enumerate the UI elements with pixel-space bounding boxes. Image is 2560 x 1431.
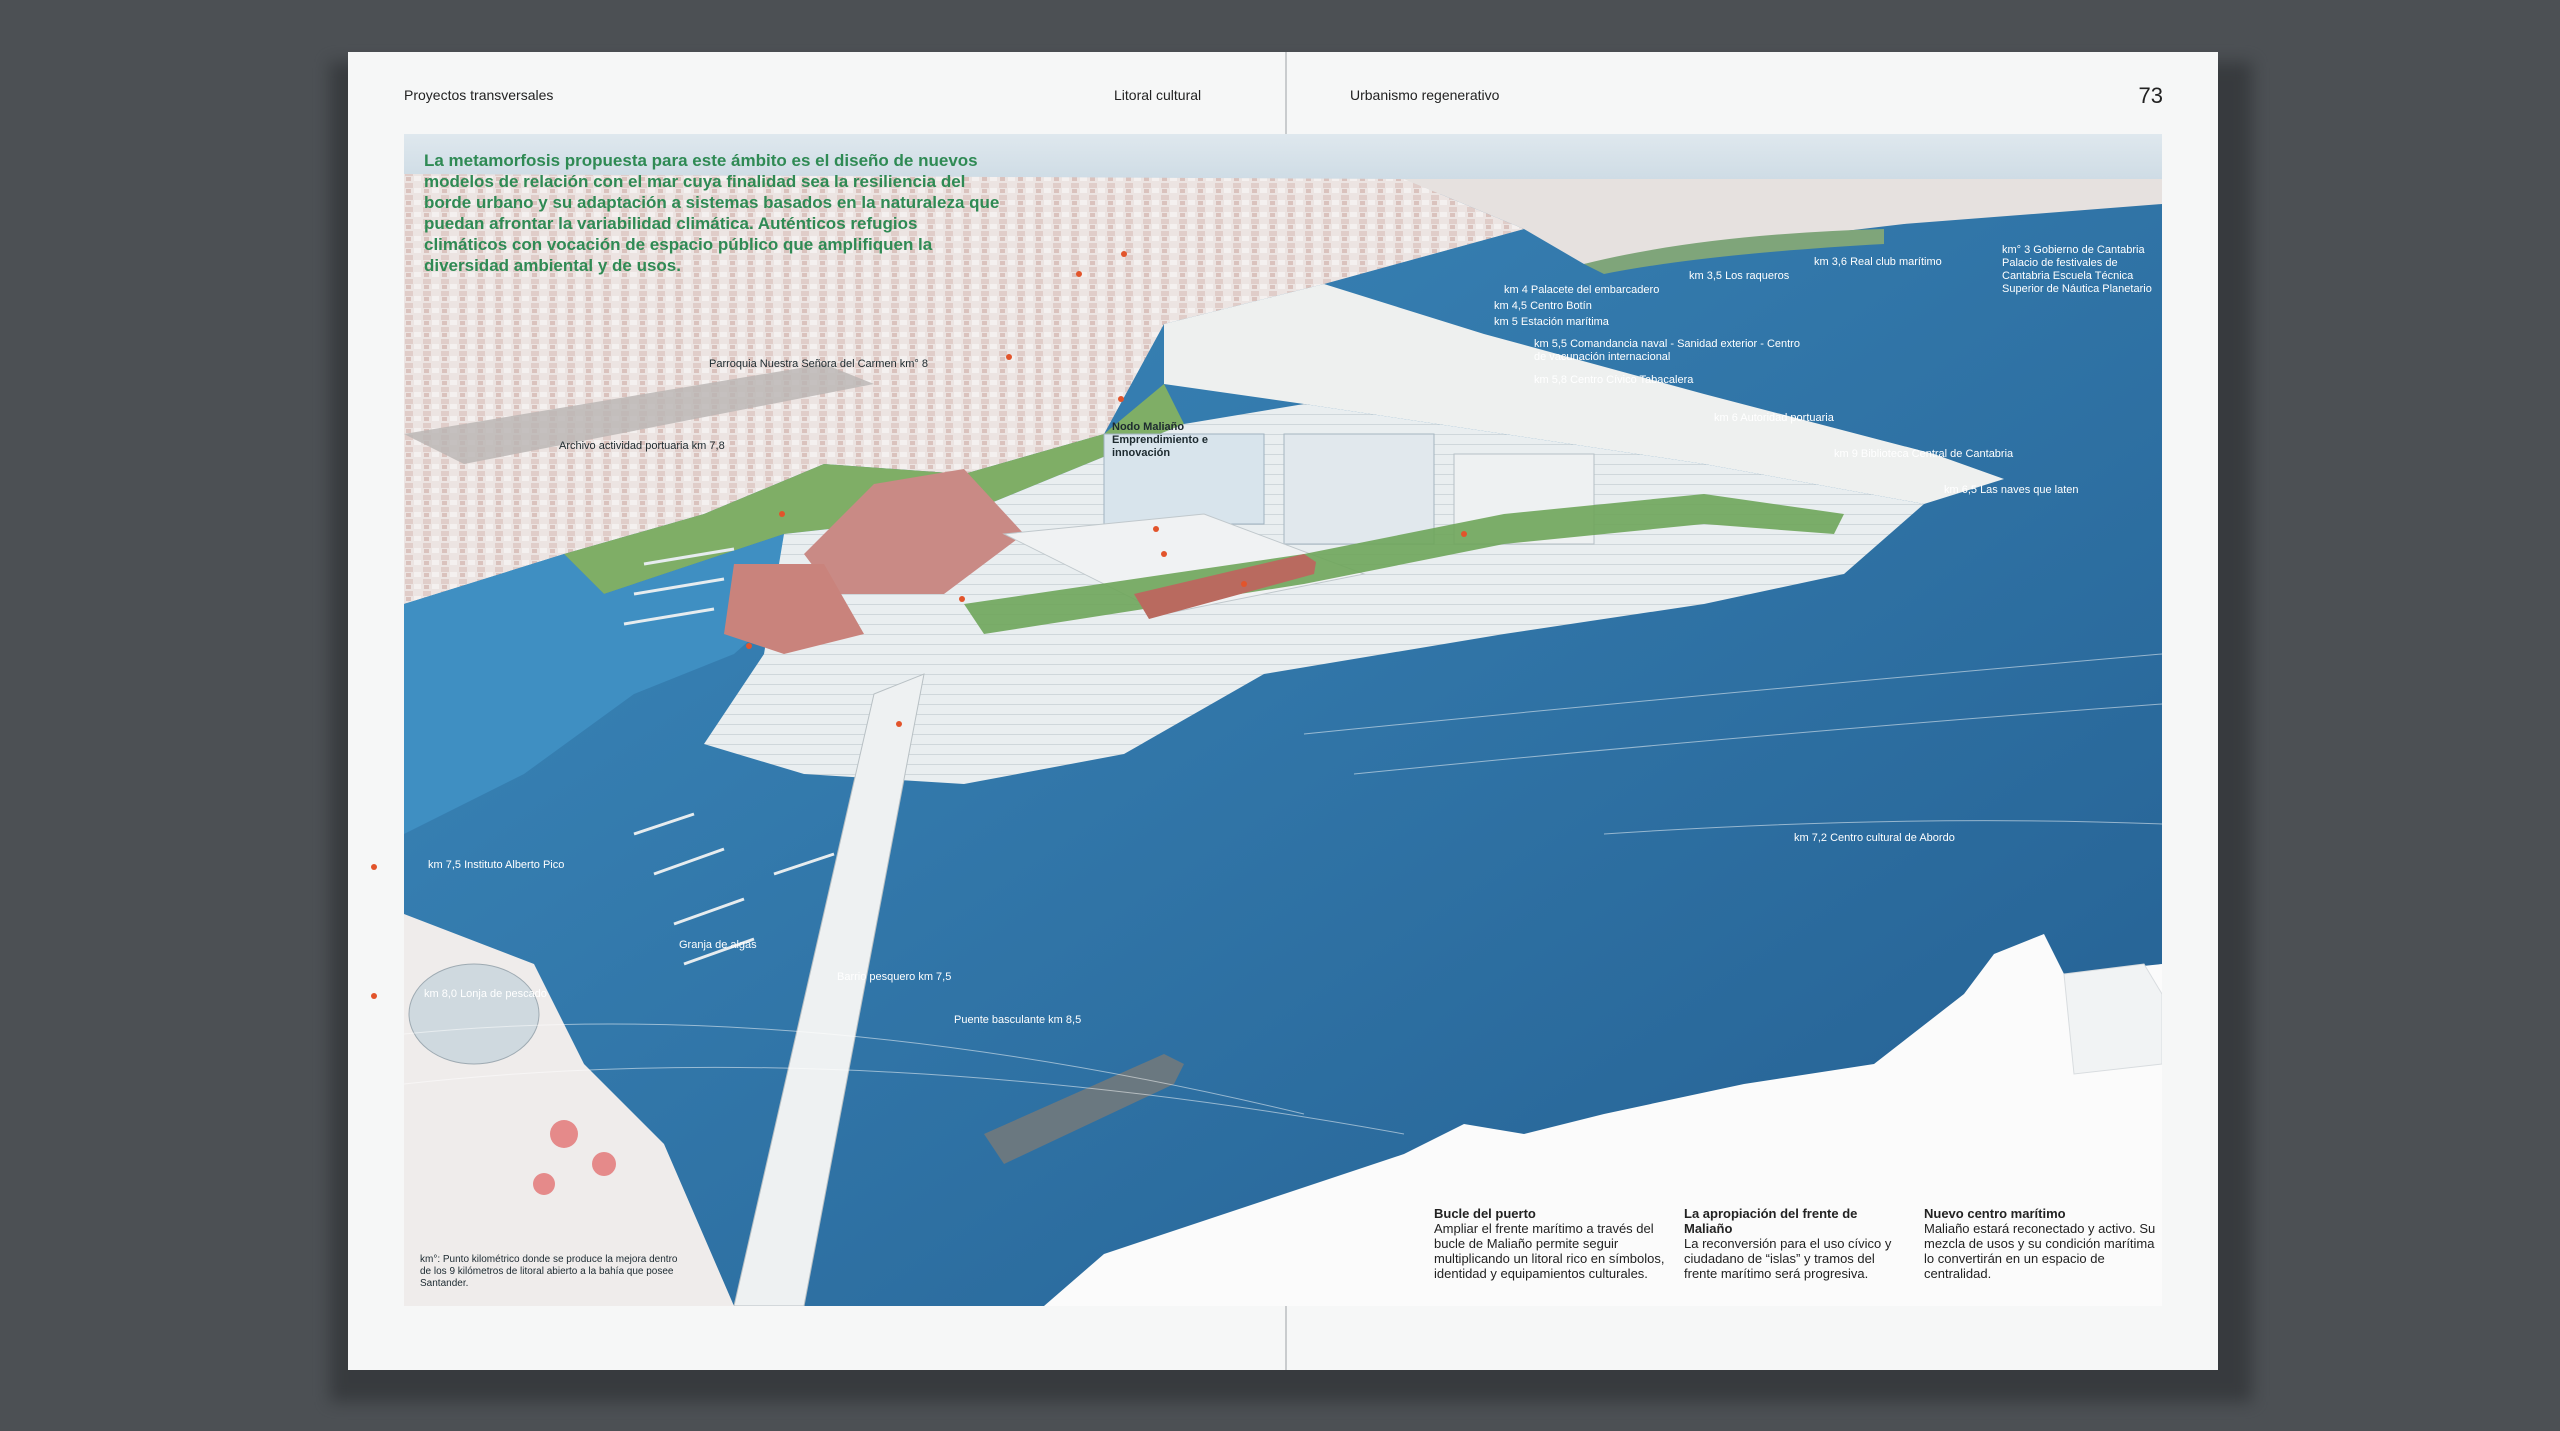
footnote: km°: Punto kilométrico donde se produce la mejora dentro de los 9 kilómetros de litoral abierto a la bahía que posee Santander.: [420, 1254, 678, 1289]
callout-title: Bucle del puerto: [1434, 1206, 1536, 1221]
grain-silos: [1284, 434, 1434, 544]
label-raqueros: km 3,5 Los raqueros: [1689, 270, 1790, 282]
aerial-illustration-drawing: [404, 134, 2162, 1306]
callout-body: La reconversión para el uso cívico y ciudadano de “islas” y tramos del frente marítimo será progresiva.: [1684, 1236, 1892, 1281]
label-archivo: Archivo actividad portuaria km 7,8: [559, 440, 725, 452]
label-palacete: km 4 Palacete del embarcadero: [1504, 284, 1660, 296]
umbrella: [550, 1120, 578, 1148]
section-header-left: Proyectos transversales: [404, 87, 554, 103]
callout-apropiacion: [1684, 1206, 1904, 1281]
section-header-center: Litoral cultural: [1114, 87, 1202, 103]
margin-marker: [371, 864, 377, 870]
umbrella: [533, 1173, 555, 1195]
callout-title: Nuevo centro marítimo: [1924, 1206, 2066, 1221]
label-lonja: km 8,0 Lonja de pescado: [424, 988, 547, 1000]
margin-marker: [371, 993, 377, 999]
label-biblioteca: km 9 Biblioteca Central de Cantabria: [1834, 448, 2014, 460]
intro-paragraph: La metamorfosis propuesta para este ámbito es el diseño de nuevos modelos de relación con el mar cuya finalidad sea la resiliencia del borde urbano y su adaptación a sistemas basados en la naturaleza que puedan afrontar la variabilidad climática. Auténticos refugios climáticos con vocación de espacio público que amplifiquen la diversidad ambiental y de usos.: [424, 151, 1000, 275]
label-comandancia: km 5,5 Comandancia naval - Sanidad exterior - Centro de vacunación internacional: [1534, 338, 1800, 363]
callout-nuevo-centro: [1924, 1206, 2156, 1281]
label-abordo: km 7,2 Centro cultural de Abordo: [1794, 832, 1955, 844]
label-granja: Granja de algas: [679, 939, 757, 951]
label-instituto: km 7,5 Instituto Alberto Pico: [428, 859, 565, 871]
label-puente: Puente basculante km 8,5: [954, 1014, 1082, 1026]
umbrella: [592, 1152, 616, 1176]
page-number: 73: [2138, 83, 2163, 108]
label-nodo-maliano: Nodo Maliaño Emprendimiento e innovación: [1112, 421, 1208, 459]
callout-body: Ampliar el frente marítimo a través del bucle de Maliaño permite seguir multiplicando un litoral rico en símbolos, identidad y equipamientos culturales.: [1434, 1221, 1665, 1281]
aerial-illustration: [404, 134, 2162, 1306]
label-estacion: km 5 Estación marítima: [1494, 316, 1609, 328]
exhibition-hall: [409, 964, 539, 1064]
label-realclub: km 3,6 Real club marítimo: [1814, 256, 1942, 268]
label-tabacalera: km 5,8 Centro Cívico Tabacalera: [1534, 374, 1694, 386]
label-autoridad: km 6 Autoridad portuaria: [1714, 412, 1834, 424]
callout-title: La apropiación del frente de Maliaño: [1684, 1206, 1858, 1236]
magazine-spread: [348, 52, 2218, 1370]
label-naves: km 6,5 Las naves que laten: [1944, 484, 2079, 496]
section-header-right: Urbanismo regenerativo: [1350, 87, 1500, 103]
label-barrio: Barrio pesquero km 7,5: [837, 971, 952, 983]
label-botin: km 4,5 Centro Botín: [1494, 300, 1592, 312]
callout-bucle: [1434, 1206, 1674, 1281]
callout-body: Maliaño estará reconectado y activo. Su mezcla de usos y su condición marítima lo convertirán en un espacio de centralidad.: [1924, 1221, 2156, 1281]
sketch-tower: [2064, 964, 2162, 1074]
label-km3-list: km° 3 Gobierno de Cantabria Palacio de festivales de Cantabria Escuela Técnica Superior de Náutica Planetario: [2002, 244, 2152, 295]
label-parroquia: Parroquia Nuestra Señora del Carmen km° 8: [709, 358, 929, 370]
